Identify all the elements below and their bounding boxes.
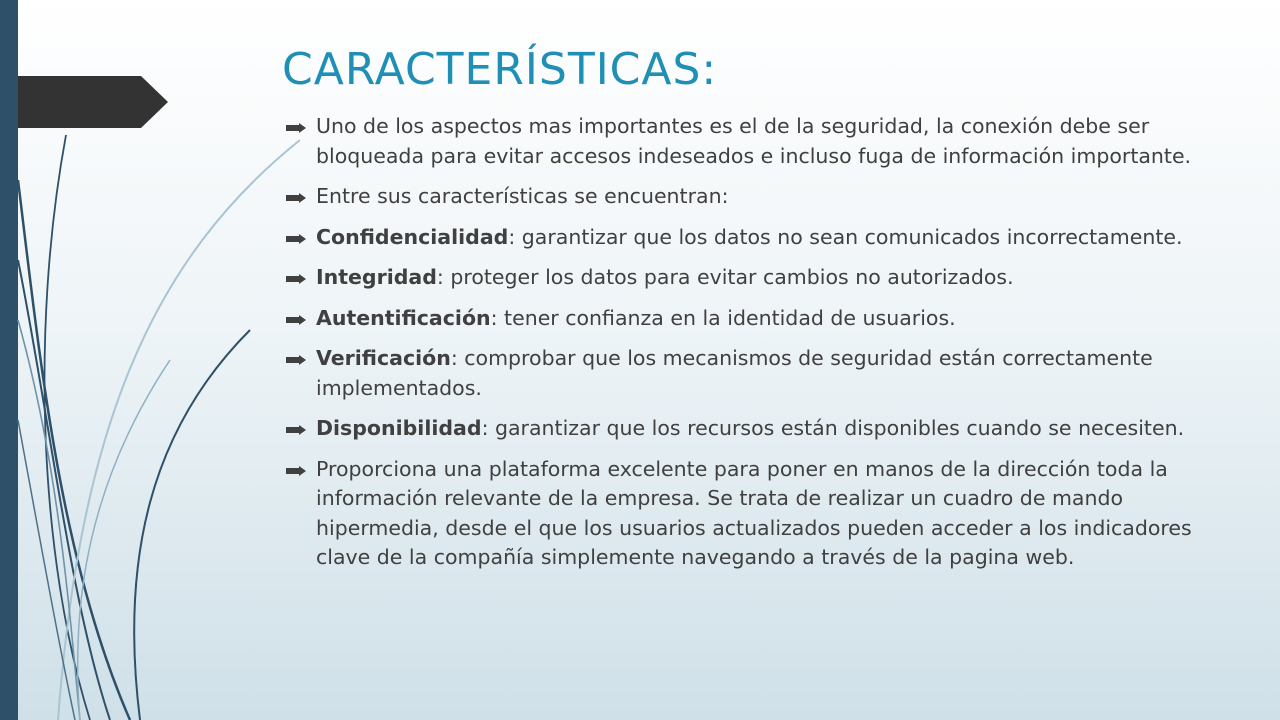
bullet-text: Entre sus características se encuentran: [316,184,729,208]
bullet-text: : garantizar que los datos no sean comunicados incorrectamente. [508,224,1183,249]
decorative-curve [18,180,130,720]
bullet-text: Proporciona una plataforma excelente para poner en manos de la dirección toda la información relevante de la empresa. Se trata de realizar un cuadro de mando hipermedia, desde el que los usuarios actualizados pueden acceder a los indicadores clave de la compañía simplemente navegando a través de la pagina web. [316,456,1192,569]
list-item [282,455,1202,573]
decorative-curve [58,140,300,720]
title-tab-shape [18,76,168,128]
bullet-text: : comprobar que los mecanismos de seguridad están correctamente implementados. [316,346,1153,400]
right-pointing-arrow-icon [282,112,316,141]
right-pointing-arrow-icon [282,455,316,484]
right-pointing-arrow-icon [282,223,316,252]
list-item [282,263,1202,293]
list-item [282,182,1202,212]
bullet-term: Disponibilidad [316,416,482,440]
bullet-term: Verificación [316,346,451,370]
right-pointing-arrow-icon [282,182,316,211]
list-item [282,112,1202,171]
bullet-list [282,112,1202,584]
decorative-curve [78,360,170,720]
decorative-curve [18,320,80,720]
page-title: CARACTERÍSTICAS: [282,44,718,95]
bullet-text: : garantizar que los recursos están disponibles cuando se necesiten. [481,416,1185,440]
list-item [282,414,1202,444]
list-item [282,304,1202,334]
list-item [282,223,1202,253]
list-item [282,344,1202,403]
right-pointing-arrow-icon [282,344,316,373]
bullet-text: : tener confianza en la identidad de usuarios. [490,305,956,330]
right-pointing-arrow-icon [282,414,316,443]
bullet-term: Integridad [316,265,437,289]
bullet-term: Confidencialidad [316,224,509,249]
right-pointing-arrow-icon [282,263,316,292]
bullet-term: Autentificación [316,305,491,330]
right-pointing-arrow-icon [282,304,316,333]
bullet-text: : proteger los datos para evitar cambios no autorizados. [436,265,1014,289]
bullet-text: Uno de los aspectos mas importantes es el de la seguridad, la conexión debe ser bloqueada para evitar accesos indeseados e incluso fuga de información importante. [316,114,1192,168]
